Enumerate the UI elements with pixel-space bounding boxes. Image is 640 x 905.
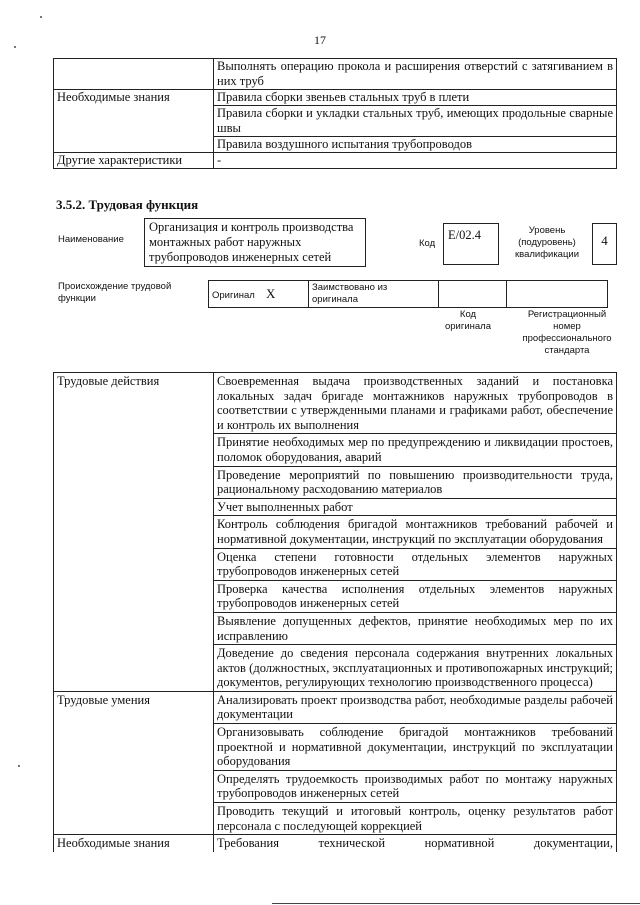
name-label: Наименование: [58, 234, 124, 245]
original-cell: [209, 281, 309, 308]
level-value: 4: [592, 223, 617, 265]
list-item: Контроль соблюдения бригадой монтажников требований рабочей и нормативной документации, инструкций по эксплуатации оборудования: [214, 516, 617, 548]
table-row: [54, 153, 617, 169]
reg-number-cell: [507, 281, 608, 308]
list-item: Определять трудоемкость производимых работ по монтажу наружных трубопроводов инженерных сетей: [214, 770, 617, 802]
group-label: Необходимые знания: [54, 835, 214, 852]
origin-table: [208, 280, 608, 308]
list-item: Учет выполненных работ: [214, 498, 617, 516]
origin-label: Происхождение трудовой функции: [58, 281, 172, 304]
table-row: [209, 281, 608, 308]
row-value: Выполнять операцию прокола и расширения отверстий с затягиванием в них труб: [214, 59, 617, 90]
list-item: Проведение мероприятий по повышению производительности труда, рациональному расходованию материалов: [214, 466, 617, 498]
row-value: -: [214, 153, 617, 169]
list-item: Требования технической нормативной документации,: [214, 835, 617, 852]
scan-speck: [18, 765, 20, 767]
row-value: Правила воздушного испытания трубопроводов: [214, 137, 617, 153]
code-label: Код: [419, 238, 436, 249]
group-label: Трудовые умения: [54, 691, 214, 834]
list-item: Организовывать соблюдение бригадой монтажников требований проектной и нормативной документации, инструкций по эксплуатации оборудования: [214, 724, 617, 771]
scan-speck: [40, 16, 42, 18]
row-label: [54, 137, 214, 153]
page-number: 17: [314, 33, 326, 47]
borrowed-label: Заимствовано из оригинала: [309, 281, 439, 308]
list-item: Своевременная выдача производственных заданий и постановка локальных задач бригаде монтажников наружных трубопроводов в соответствии с утвержденными планами и графиками работ, обеспечение и контроль их выполнения: [214, 373, 617, 434]
code-value: E/02.4: [443, 223, 499, 265]
scan-speck: [14, 46, 16, 48]
table-row: [54, 106, 617, 137]
row-label: Необходимые знания: [54, 90, 214, 106]
list-item: Доведение до сведения персонала содержания внутренних локальных актов (должностных, эксплуатационных и противопожарных инструкций; документов, регулирующих технологию производственного процесса): [214, 645, 617, 692]
origin-code-cell: [439, 281, 507, 308]
table-row: [54, 373, 617, 434]
list-item: Анализировать проект производства работ, необходимые разделы рабочей документации: [214, 691, 617, 723]
row-value: Правила сборки и укладки стальных труб, имеющих продольные сварные швы: [214, 106, 617, 137]
origin-code-caption: Код оригинала: [444, 309, 491, 332]
row-label: [54, 106, 214, 137]
list-item: Проверка качества исполнения отдельных элементов наружных трубопроводов инженерных сетей: [214, 580, 617, 612]
original-label: Оригинал: [212, 290, 255, 301]
table-row: [54, 835, 617, 852]
labor-function-table: [53, 372, 617, 852]
row-value: Правила сборки звеньев стальных труб в плети: [214, 90, 617, 106]
list-item: Выявление допущенных дефектов, принятие необходимых мер по их исправлению: [214, 612, 617, 644]
row-label: [54, 59, 214, 90]
skills-knowledge-table: [53, 58, 617, 169]
list-item: Оценка степени готовности отдельных элементов наружных трубопроводов инженерных сетей: [214, 548, 617, 580]
table-row: [54, 137, 617, 153]
table-row: [54, 90, 617, 106]
list-item: Принятие необходимых мер по предупреждению и ликвидации простоев, поломок оборудования, аварий: [214, 434, 617, 466]
function-name-box: Организация и контроль производства монтажных работ наружных трубопроводов инженерных сетей: [144, 218, 366, 267]
table-row: [54, 691, 617, 723]
row-label: Другие характеристики: [54, 153, 214, 169]
scan-edge-line: [272, 903, 640, 904]
original-mark: X: [265, 286, 276, 301]
section-title: 3.5.2. Трудовая функция: [56, 197, 199, 212]
reg-number-caption: Регистрационный номер профессионального стандарта: [522, 309, 612, 356]
list-item: Проводить текущий и итоговый контроль, оценку результатов работ персонала с последующей коррекцией: [214, 803, 617, 835]
group-label: Трудовые действия: [54, 373, 214, 692]
table-row: [54, 59, 617, 90]
level-label: Уровень (подуровень) квалификации: [514, 225, 580, 260]
